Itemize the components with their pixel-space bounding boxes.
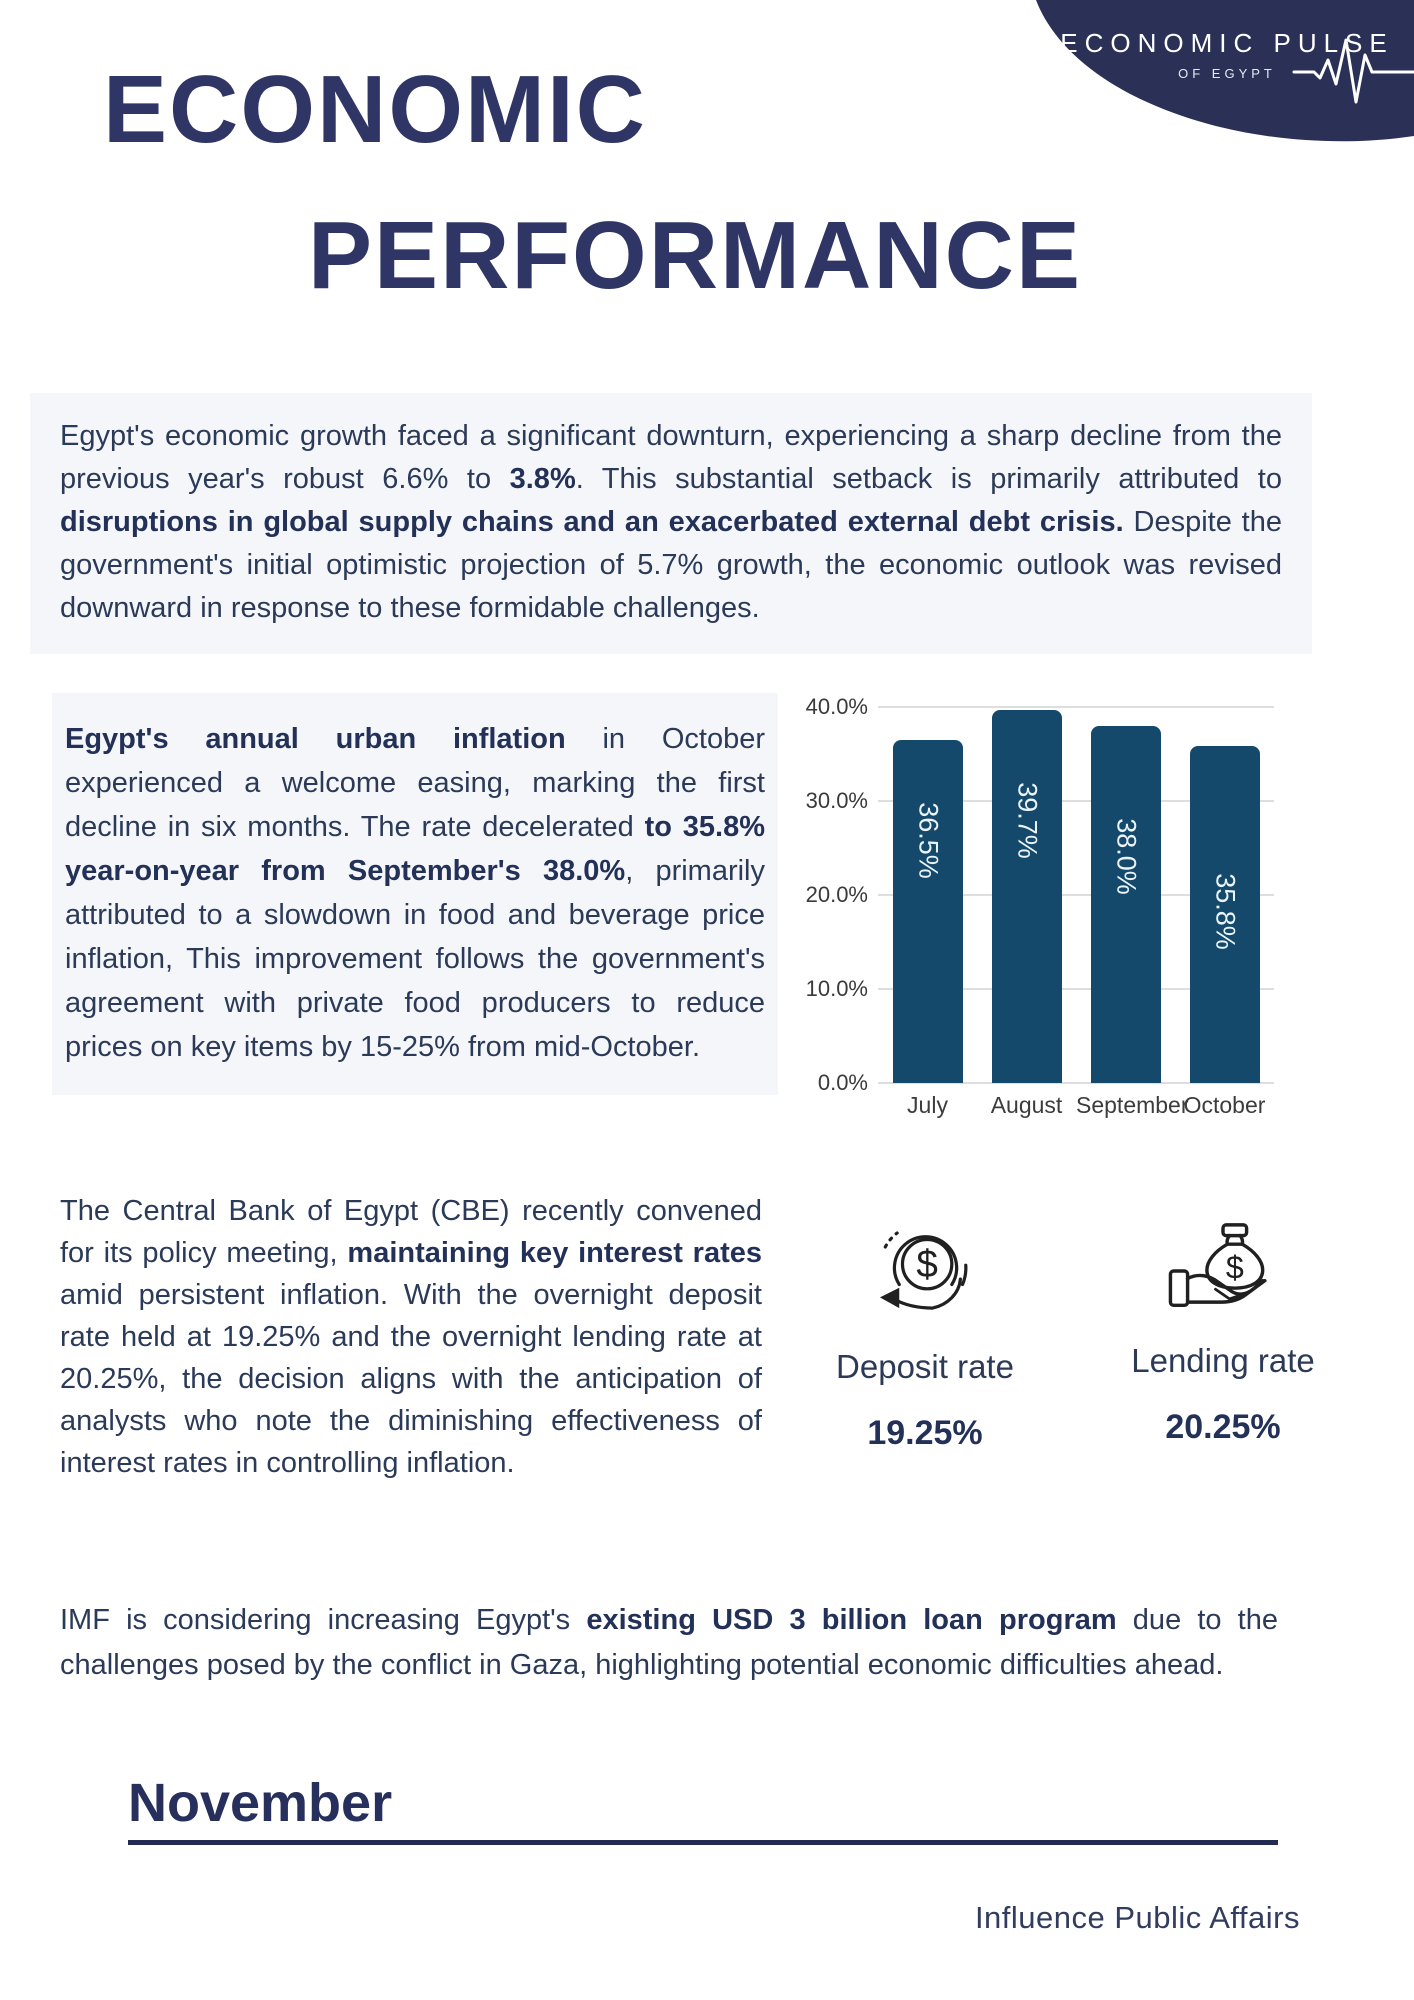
money-bag-hand-icon — [1164, 1212, 1282, 1330]
y-tick-label: 40.0% — [805, 694, 868, 719]
badge-subtitle: OF EGYPT — [1178, 66, 1276, 81]
text-run: due to the challenges posed by the conflict in Gaza, highlighting potential economic difficulties ahead. — [60, 1604, 1278, 1681]
coin-dollar-glyph: $ — [916, 1243, 938, 1286]
text-run: IMF is considering increasing Egypt's — [60, 1604, 587, 1636]
paragraph-urban-inflation — [52, 693, 778, 1095]
x-category-label: October — [1183, 1092, 1266, 1118]
paragraph-cbe-rates — [60, 1190, 762, 1484]
text-run: The Central Bank of Egypt (CBE) recently convened for its policy meeting, — [60, 1195, 762, 1269]
y-tick-label: 20.0% — [805, 882, 868, 907]
badge-title: ECONOMIC PULSE — [1060, 28, 1394, 58]
inflation-bar-chart — [798, 688, 1298, 1128]
text-run: Egypt's economic growth faced a significant downturn, experiencing a sharp decline from the previous year's robust 6.6% to — [60, 420, 1282, 495]
month-heading: November — [128, 1773, 393, 1833]
bar-august — [992, 710, 1062, 1083]
bold-text-run: maintaining key interest rates — [347, 1237, 762, 1269]
bar-value-label: 36.5% — [913, 802, 943, 879]
economic-pulse-badge — [1010, 0, 1414, 152]
text-run: amid persistent inflation. With the overnight deposit rate held at 19.25% and the overnight lending rate at 20.25%, the decision aligns with the anticipation of analysts who note the diminishing effectiveness of interest rates in controlling inflation. — [60, 1279, 762, 1479]
bold-text-run: disruptions in global supply chains and an exacerbated external debt crisis. — [60, 506, 1124, 538]
y-tick-label: 0.0% — [817, 1070, 868, 1095]
bold-text-run: 3.8% — [509, 463, 576, 495]
bag-dollar-glyph: $ — [1225, 1249, 1244, 1286]
paragraph-imf-loan — [60, 1598, 1278, 1688]
bar-value-label: 39.7% — [1012, 782, 1042, 859]
lending-rate-label: Lending rate — [1131, 1342, 1315, 1379]
text-run: Despite the government's initial optimistic projection of 5.7% growth, the economic outlook was revised downward in response to these formidable challenges. — [60, 506, 1282, 624]
page-title-line2: PERFORMANCE — [308, 202, 1083, 309]
text-run: , primarily attributed to a slowdown in food and beverage price inflation, This improvement follows the government's agreement with private food producers to reduce prices on key items by 15-25% from mid-October. — [65, 855, 765, 1063]
bold-text-run: to 35.8% year-on-year from September's 38.0% — [65, 811, 765, 887]
y-tick-label: 10.0% — [805, 976, 868, 1001]
text-run: . This substantial setback is primarily attributed to — [575, 463, 1282, 495]
x-category-label: September — [1076, 1092, 1189, 1118]
bar-value-label: 38.0% — [1111, 818, 1141, 895]
x-category-label: August — [990, 1092, 1063, 1118]
coin-dollar-return-icon — [866, 1218, 984, 1336]
bar-september — [1091, 726, 1161, 1083]
bold-text-run: Egypt's annual urban inflation — [65, 723, 566, 755]
credit-text: Influence Public Affairs — [974, 1900, 1300, 1935]
y-tick-label: 30.0% — [805, 788, 868, 813]
lending-rate-block — [1068, 1212, 1378, 1447]
page-title-line1: ECONOMIC — [103, 56, 647, 163]
deposit-rate-block — [770, 1218, 1080, 1453]
x-category-label: July — [907, 1092, 948, 1118]
paragraph-economic-growth — [30, 393, 1312, 654]
month-underline — [128, 1840, 1278, 1845]
text-run: in October experienced a welcome easing, marking the first decline in six months. The rate decelerated — [65, 723, 765, 843]
lending-rate-value: 20.25% — [1165, 1408, 1281, 1446]
grid-line — [878, 706, 1274, 708]
deposit-rate-label: Deposit rate — [836, 1348, 1014, 1385]
bar-value-label: 35.8% — [1210, 873, 1240, 951]
bar-july — [893, 740, 963, 1083]
deposit-rate-value: 19.25% — [867, 1414, 983, 1452]
bar-october — [1190, 746, 1260, 1083]
bold-text-run: existing USD 3 billion loan program — [586, 1604, 1117, 1636]
